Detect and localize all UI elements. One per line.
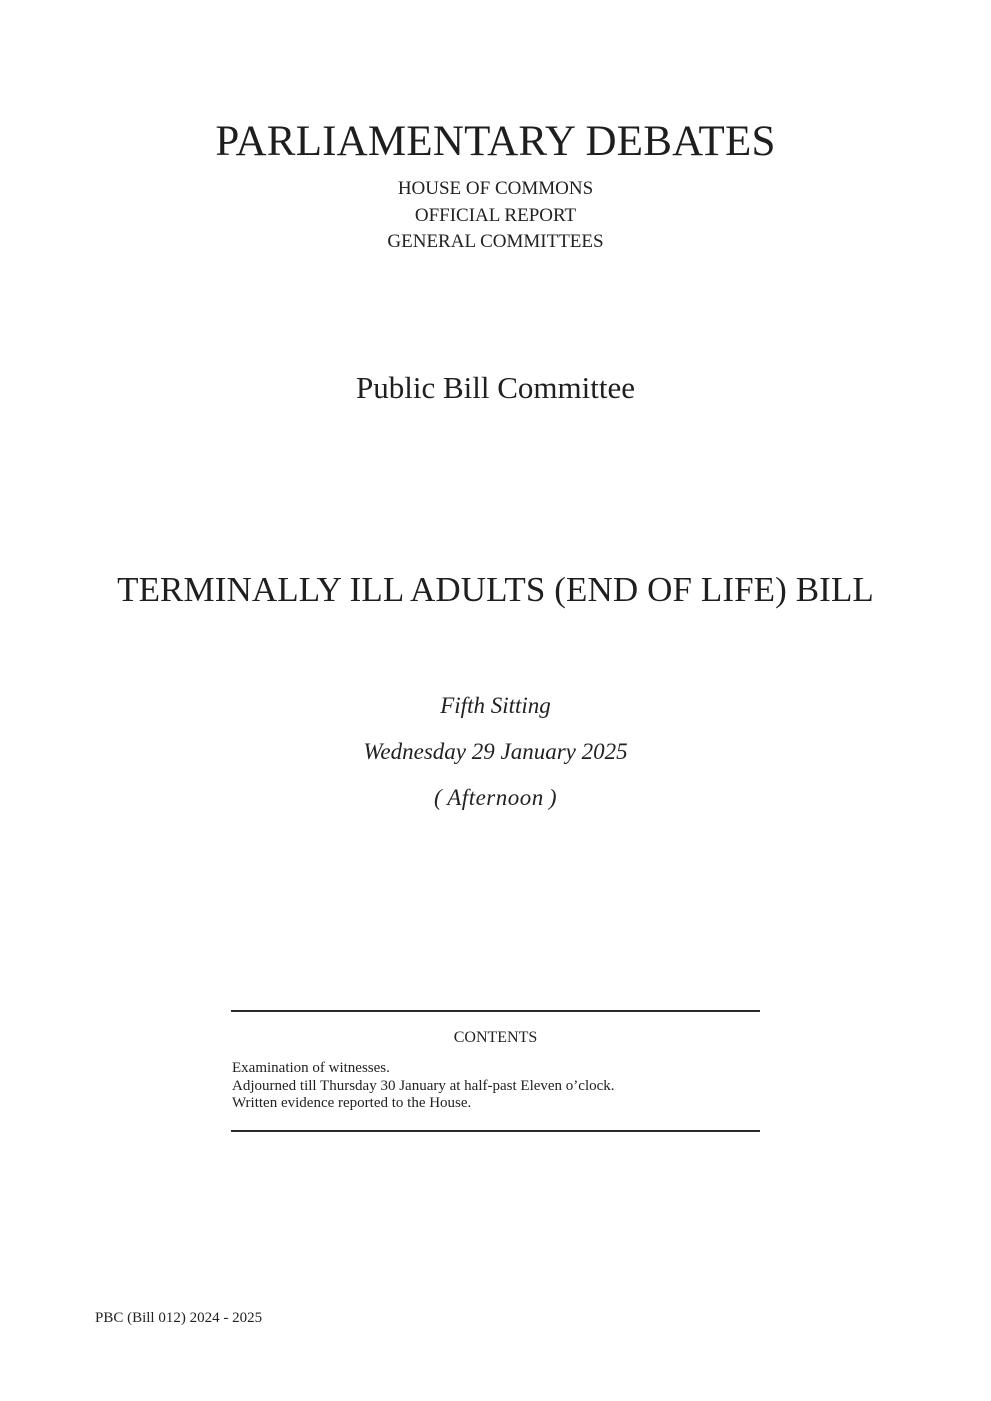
contents-section xyxy=(231,1010,760,1132)
subheading-committees: GENERAL COMMITTEES xyxy=(387,231,604,252)
subheading-house: HOUSE OF COMMONS xyxy=(397,178,594,199)
contents-item: Adjourned till Thursday 30 January at half-past Eleven o’clock. xyxy=(232,1077,615,1094)
contents-item: Examination of witnesses. xyxy=(232,1060,390,1076)
sitting-session: ( Afternoon ) xyxy=(433,785,558,810)
sitting-date: Wednesday 29 January 2025 xyxy=(363,739,628,764)
bill-title: TERMINALLY ILL ADULTS (END OF LIFE) BILL xyxy=(117,570,874,609)
committee-name: Public Bill Committee xyxy=(356,370,635,405)
contents-item: Written evidence reported to the House. xyxy=(232,1095,472,1111)
contents-top-rule xyxy=(231,1010,760,1012)
contents-heading: CONTENTS xyxy=(453,1029,538,1046)
publication-subheadings xyxy=(0,176,991,256)
sitting-number: Fifth Sitting xyxy=(440,693,551,718)
subheading-report: OFFICIAL REPORT xyxy=(414,204,577,226)
document-reference: PBC (Bill 012) 2024 - 2025 xyxy=(95,1310,263,1326)
contents-bottom-rule xyxy=(231,1130,760,1132)
publication-title: PARLIAMENTARY DEBATES xyxy=(215,118,776,165)
contents-list xyxy=(232,1060,615,1113)
